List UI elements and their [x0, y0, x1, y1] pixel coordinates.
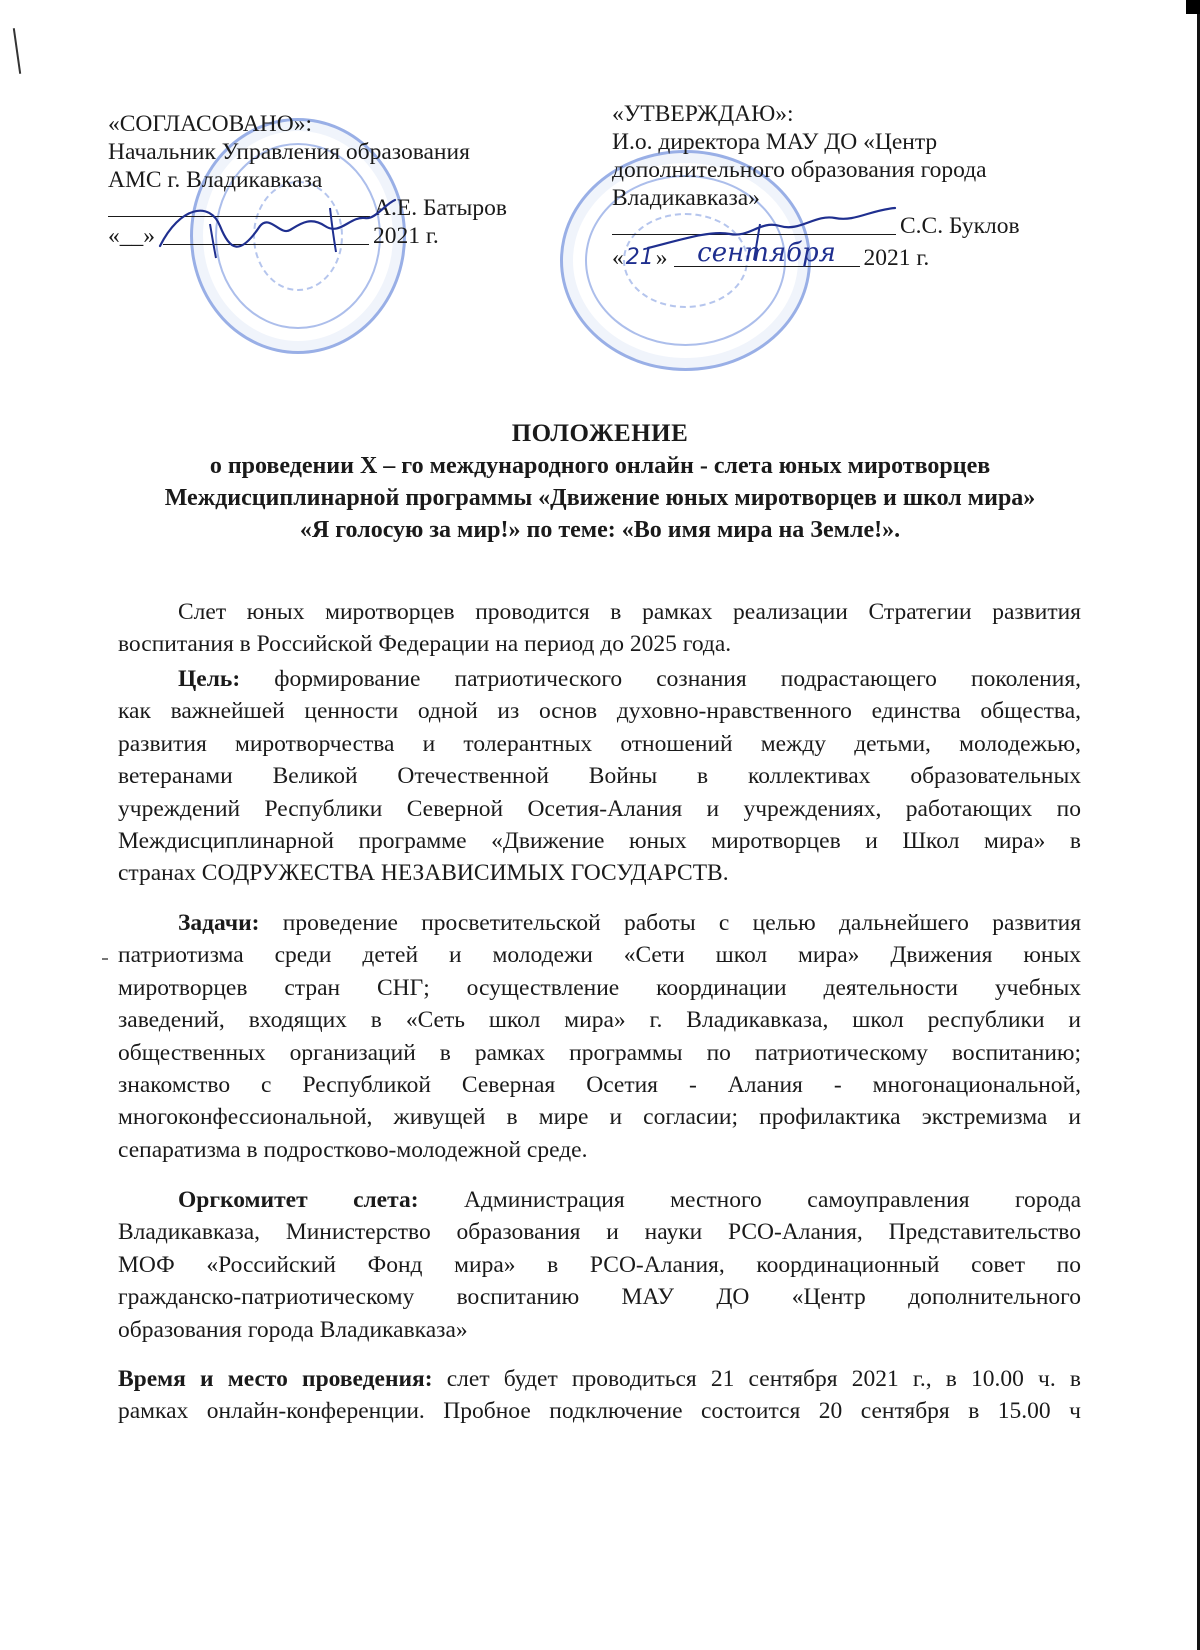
paragraph-line: как важнейшей ценности одной из основ духовно-нравственного единства общества, [118, 698, 1081, 725]
paragraph-line [118, 1184, 1081, 1216]
paragraph-line: Междисциплинарной программе «Движение юных миротворцев и Школ мира» в [118, 827, 1081, 854]
paragraph-line: патриотизма среди детей и молодежи «Сети школ мира» Движения юных [118, 942, 1081, 969]
paragraph-line: Владикавказа, Министерство образования и науки РСО-Алания, Представительство [118, 1219, 1081, 1246]
paragraph-line: образования города Владикавказа» [118, 1316, 468, 1343]
date-row [108, 222, 578, 250]
approval-position: И.о. директора МАУ ДО «Центр [612, 129, 938, 155]
paragraph-line: знакомство с Республикой Северная Осетия - Алания - многонациональной, [118, 1071, 1081, 1098]
paragraph-line: общественных организаций в рамках программы по патриотическому воспитанию; [118, 1039, 1081, 1066]
signature-row [108, 194, 578, 222]
date-open-quote: « [612, 245, 624, 271]
paragraph-line: развития миротворчества и толерантных отношений между детьми, молодежью, [118, 730, 1081, 757]
paragraph-line: гражданско-патриотическому воспитанию МАУ ДО «Центр дополнительного [118, 1284, 1081, 1311]
date-row [612, 240, 1092, 272]
paragraph-intro [118, 596, 1081, 661]
time-place-text: слет будет проводиться 21 сентября 2021 г., в 10.00 ч. в [446, 1366, 1081, 1392]
paragraph-committee [118, 1184, 1081, 1346]
approval-organization: дополнительного образования города [612, 157, 987, 183]
approval-position: Начальник Управления образования [108, 139, 470, 165]
date-day: «__» [108, 223, 155, 249]
approval-organization-city: Владикавказа» [612, 185, 760, 211]
paragraph-line: многоконфессиональной, живущей в мире и согласии; профилактика экстремизма и [118, 1104, 1081, 1131]
title-line-3: «Я голосую за мир!» по теме: «Во имя мира на Земле!». [299, 517, 901, 543]
paragraph-line: заведений, входящих в «Сеть школ мира» г. Владикавказа, школ республики и [118, 1007, 1081, 1034]
paragraph-goal [118, 663, 1081, 890]
goal-text: формирование патриотического сознания подрастающего поколения, [274, 666, 1082, 692]
signer-name: А.Е. Батыров [374, 195, 507, 221]
paragraph-tasks [118, 907, 1081, 1166]
signer-name: С.С. Буклов [900, 213, 1020, 239]
paragraph-line: воспитания в Российской Федерации на период до 2025 года. [118, 631, 732, 658]
paragraph-line: миротворцев стран СНГ; осуществление координации деятельности учебных [118, 974, 1081, 1001]
paragraph-line: МОФ «Российский Фонд мира» в РСО-Алания, координационный совет по [118, 1251, 1081, 1278]
approval-organization: АМС г. Владикавказа [108, 167, 323, 193]
paragraph-line [118, 663, 1081, 695]
approval-block-approved [612, 100, 1092, 272]
date-line [163, 244, 369, 245]
title-line-2: Междисциплинарной программы «Движение юных миротворцев и школ мира» [164, 485, 1036, 511]
title-line-1: о проведении Х – го международного онлайн - слета юных миротворцев [209, 453, 991, 479]
paragraph-line [118, 907, 1081, 939]
paragraph-line: Слет юных миротворцев проводится в рамках реализации Стратегии развития [178, 599, 1081, 625]
date-close-quote: » [655, 245, 668, 271]
date-day: 21 [625, 245, 654, 270]
tasks-text: проведение просветительской работы с целью дальнейшего развития [282, 910, 1082, 936]
approval-header: «СОГЛАСОВАНО»: [108, 111, 312, 137]
signature-row [612, 212, 1092, 240]
paragraph-time-place [118, 1363, 1081, 1428]
approval-block-agreed [108, 110, 578, 250]
date-year: 2021 г. [863, 245, 930, 271]
committee-text: Администрация местного самоуправления города [463, 1187, 1082, 1213]
paragraph-line: сепаратизма в подростково-молодежной среде. [118, 1136, 588, 1163]
paragraph-line [118, 1363, 1081, 1395]
approval-header: «УТВЕРЖДАЮ»: [612, 101, 794, 127]
title-main: ПОЛОЖЕНИЕ [511, 420, 689, 447]
paragraph-line: странах СОДРУЖЕСТВА НЕЗАВИСИМЫХ ГОСУДАРСТВ. [118, 860, 729, 887]
scan-stray-mark [102, 958, 108, 960]
paragraph-line: рамках онлайн-конференции. Пробное подключение состоится 20 сентября в 15.00 ч [118, 1398, 1081, 1425]
time-place-label: Время и место проведения: [118, 1366, 433, 1392]
scan-corner-mark [1186, 0, 1200, 14]
paragraph-line: учреждений Республики Северной Осетия-Алания и учреждениях, работающих по [118, 795, 1081, 822]
signature-line [612, 234, 896, 235]
document-title [60, 418, 1140, 546]
date-year: 2021 г. [373, 223, 439, 249]
committee-label: Оргкомитет слета: [178, 1187, 419, 1213]
tasks-label: Задачи: [178, 910, 260, 936]
scan-pen-mark [13, 28, 21, 74]
signature-line [108, 216, 370, 217]
goal-label: Цель: [178, 666, 241, 692]
paragraph-line: ветеранами Великой Отечественной Войны в коллективах образовательных [118, 763, 1081, 790]
date-month: сентября [674, 240, 860, 267]
